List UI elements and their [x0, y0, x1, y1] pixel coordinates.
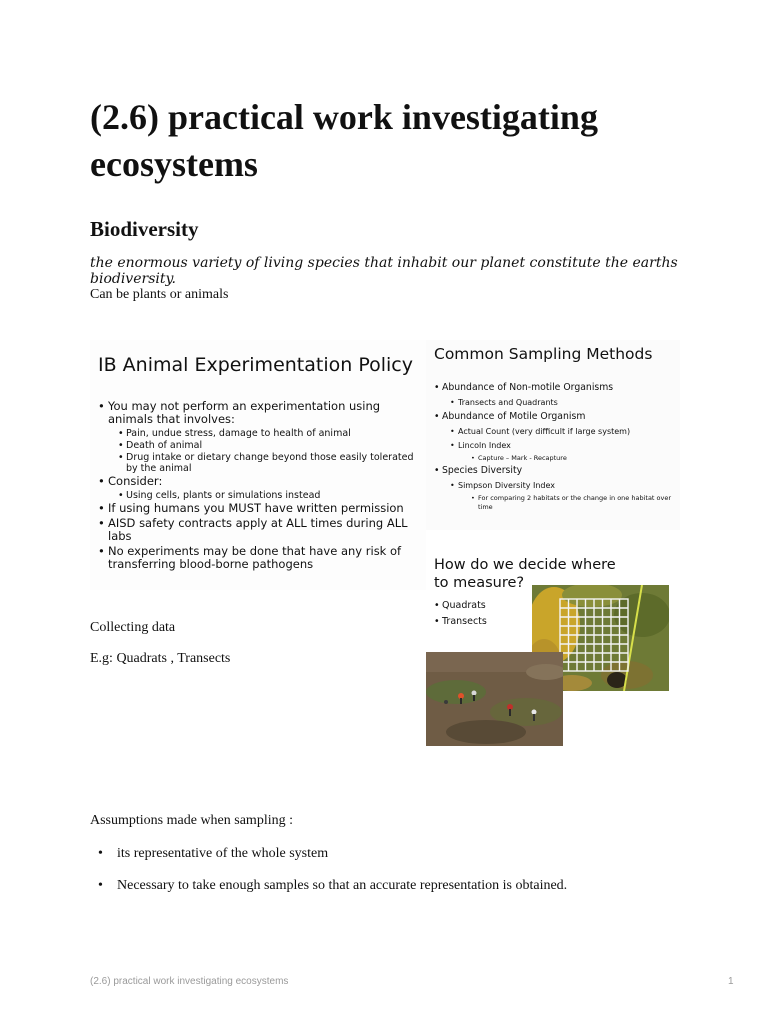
sampling-item: • Abundance of Motile Organism [434, 411, 679, 422]
policy-subitem: • Drug intake or dietary change beyond those easily tolerated by the animal [98, 452, 423, 474]
slide-measure-title: How do we decide where to measure? [434, 557, 616, 591]
collecting-example-text: E.g: Quadrats , Transects [90, 651, 231, 666]
page-title: (2.6) practical work investigating ecosystems [90, 97, 598, 184]
slide-animal-policy-list [98, 400, 423, 573]
assumptions-list [90, 846, 328, 862]
policy-item: • If using humans you MUST have written permission [98, 502, 423, 515]
policy-subitem: • Death of animal [98, 440, 423, 451]
measure-item: • Transects [434, 616, 487, 628]
slide-animal-policy-title: IB Animal Experimentation Policy [98, 354, 413, 376]
slide-where-to-measure [426, 552, 680, 748]
biodiversity-definition: the enormous variety of living species that inhabit our planet constitute the earths biodiversity. [90, 255, 678, 287]
policy-item: • AISD safety contracts apply at ALL times during ALL labs [98, 517, 423, 543]
biodiversity-heading: Biodiversity [90, 217, 199, 241]
assumptions-list [90, 878, 567, 894]
slide-sampling-list [434, 382, 679, 514]
sampling-item: • Species Diversity [434, 465, 679, 476]
policy-subitem: • Using cells, plants or simulations instead [98, 490, 423, 501]
field-survey-photo [426, 652, 563, 746]
sampling-subsubitem: • For comparing 2 habitats or the change in one habitat over time [434, 494, 679, 512]
policy-item: • No experiments may be done that have any risk of transferring blood-borne pathogens [98, 545, 423, 571]
assumption-item: • its representative of the whole system [90, 846, 328, 862]
biodiversity-note: Can be plants or animals [90, 287, 229, 302]
sampling-subitem: • Actual Count (very difficult if large system) [434, 426, 679, 437]
slide-sampling-methods [426, 340, 680, 530]
sampling-subitem: • Lincoln Index [434, 440, 679, 451]
sampling-subsubitem: • Capture – Mark - Recapture [434, 454, 679, 463]
policy-item: • Consider: [98, 475, 423, 488]
policy-item: • You may not perform an experimentation using animals that involves: [98, 400, 423, 426]
slide-measure-list [434, 600, 487, 632]
sampling-subitem: • Simpson Diversity Index [434, 480, 679, 491]
slide-animal-policy [90, 340, 426, 590]
sampling-item: • Abundance of Non-motile Organisms [434, 382, 679, 393]
sampling-subitem: • Transects and Quadrants [434, 397, 679, 408]
footer-title: (2.6) practical work investigating ecosystems [90, 976, 289, 987]
slide-sampling-title: Common Sampling Methods [434, 345, 653, 363]
collecting-data-text: Collecting data [90, 620, 176, 635]
footer-page-number: 1 [728, 976, 734, 987]
assumption-item: • Necessary to take enough samples so that an accurate representation is obtained. [90, 878, 567, 894]
assumptions-heading: Assumptions made when sampling : [90, 813, 293, 828]
measure-item: • Quadrats [434, 600, 487, 612]
policy-subitem: • Pain, undue stress, damage to health of animal [98, 428, 423, 439]
